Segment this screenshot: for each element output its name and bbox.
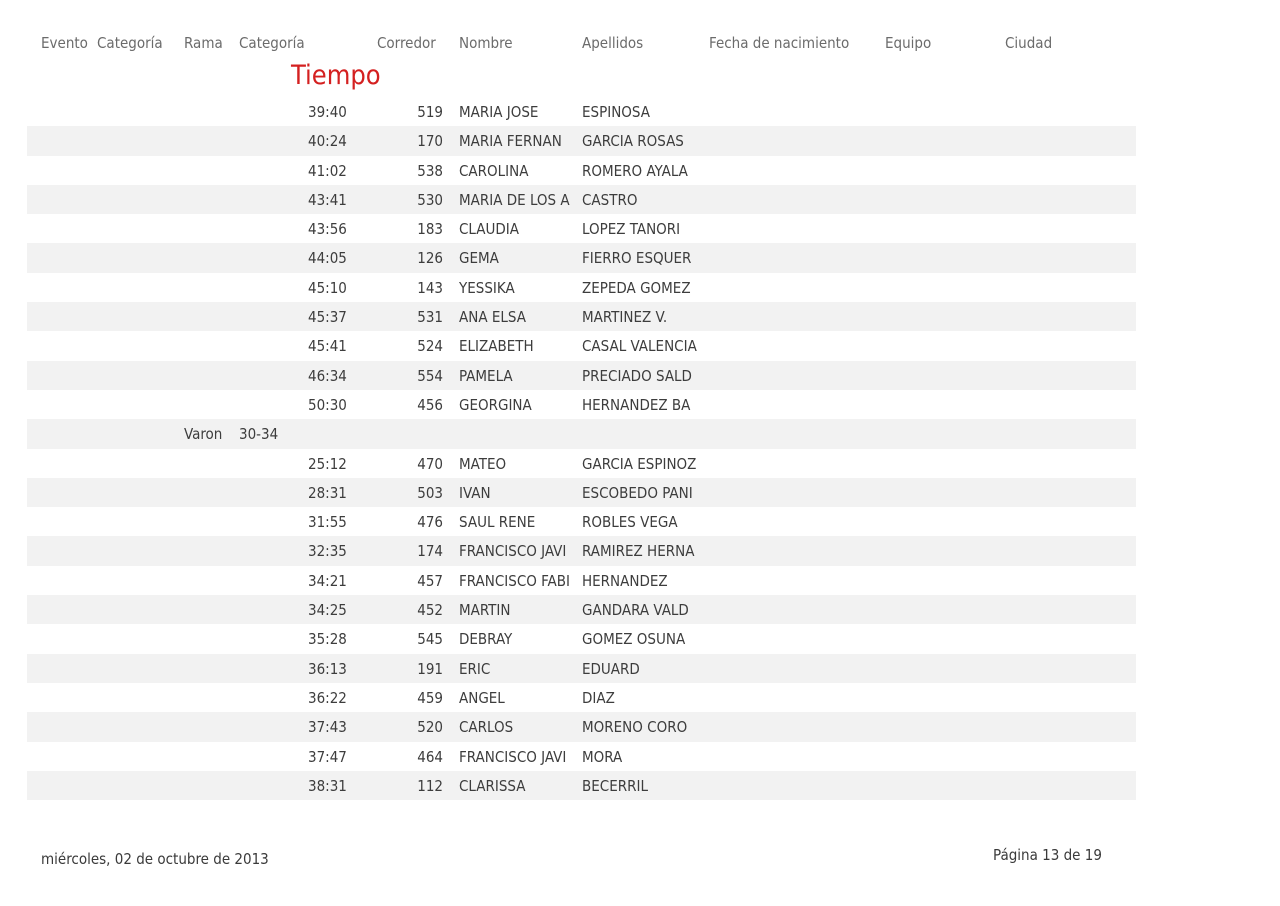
cell-corredor: 191 xyxy=(417,659,443,678)
table-row xyxy=(27,566,1136,595)
cell-corredor: 524 xyxy=(417,337,443,356)
group-row xyxy=(27,419,1136,448)
cell-tiempo: 50:30 xyxy=(308,395,347,414)
cell-corredor: 520 xyxy=(417,718,443,737)
cell-nombre: GEORGINA xyxy=(459,395,532,414)
cell-apellidos: CASTRO xyxy=(582,190,638,209)
cell-corredor: 126 xyxy=(417,249,443,268)
cell-nombre: ERIC xyxy=(459,659,491,678)
group-categoria: 30-34 xyxy=(239,425,279,444)
table-row xyxy=(27,683,1136,712)
header-evento: Evento xyxy=(41,34,88,52)
table-row xyxy=(27,742,1136,771)
cell-nombre: ANA ELSA xyxy=(459,308,526,327)
table-row xyxy=(27,507,1136,536)
cell-apellidos: ROMERO AYALA xyxy=(582,161,688,180)
table-row xyxy=(27,361,1136,390)
cell-nombre: CARLOS xyxy=(459,718,514,737)
cell-corredor: 464 xyxy=(417,747,443,766)
header-corredor: Corredor xyxy=(377,34,436,52)
cell-tiempo: 45:37 xyxy=(308,308,347,327)
cell-apellidos: GARCIA ROSAS xyxy=(582,132,684,151)
table-row xyxy=(27,654,1136,683)
cell-nombre: MARIA DE LOS A xyxy=(459,190,570,209)
cell-nombre: CLAUDIA xyxy=(459,220,519,239)
cell-nombre: CLARISSA xyxy=(459,776,526,795)
table-row xyxy=(27,185,1136,214)
header-categoria: Categoría xyxy=(97,34,163,52)
cell-tiempo: 31:55 xyxy=(308,513,347,532)
cell-corredor: 538 xyxy=(417,161,443,180)
cell-tiempo: 43:41 xyxy=(308,190,347,209)
table-row xyxy=(27,390,1136,419)
cell-apellidos: EDUARD xyxy=(582,659,640,678)
cell-apellidos: MARTINEZ V. xyxy=(582,308,668,327)
cell-nombre: DEBRAY xyxy=(459,630,513,649)
cell-tiempo: 28:31 xyxy=(308,483,347,502)
header-equipo: Equipo xyxy=(885,34,932,52)
header-apellidos: Apellidos xyxy=(582,34,644,52)
header-categoria-2: Categoría xyxy=(239,34,305,52)
cell-corredor: 170 xyxy=(417,132,443,151)
cell-nombre: MARIA FERNAN xyxy=(459,132,562,151)
tiempo-heading: Tiempo xyxy=(291,60,381,91)
cell-nombre: MATEO xyxy=(459,454,507,473)
cell-corredor: 531 xyxy=(417,308,443,327)
group-rama: Varon xyxy=(184,425,223,444)
cell-corredor: 530 xyxy=(417,190,443,209)
cell-nombre: SAUL RENE xyxy=(459,513,536,532)
cell-tiempo: 45:41 xyxy=(308,337,347,356)
results-table xyxy=(27,97,1136,800)
table-row xyxy=(27,712,1136,741)
table-row xyxy=(27,449,1136,478)
cell-nombre: ANGEL xyxy=(459,688,505,707)
cell-nombre: IVAN xyxy=(459,483,491,502)
cell-corredor: 452 xyxy=(417,601,443,620)
table-row xyxy=(27,331,1136,360)
cell-tiempo: 45:10 xyxy=(308,278,347,297)
cell-corredor: 545 xyxy=(417,630,443,649)
cell-apellidos: FIERRO ESQUER xyxy=(582,249,692,268)
table-row xyxy=(27,214,1136,243)
cell-tiempo: 37:43 xyxy=(308,718,347,737)
cell-tiempo: 43:56 xyxy=(308,220,347,239)
cell-tiempo: 36:13 xyxy=(308,659,347,678)
cell-tiempo: 38:31 xyxy=(308,776,347,795)
cell-nombre: YESSIKA xyxy=(459,278,515,297)
cell-tiempo: 32:35 xyxy=(308,542,347,561)
cell-corredor: 503 xyxy=(417,483,443,502)
cell-tiempo: 40:24 xyxy=(308,132,347,151)
table-row xyxy=(27,595,1136,624)
footer-date: miércoles, 02 de octubre de 2013 xyxy=(41,850,269,868)
table-row xyxy=(27,478,1136,507)
cell-corredor: 174 xyxy=(417,542,443,561)
cell-tiempo: 25:12 xyxy=(308,454,347,473)
cell-apellidos: RAMIREZ HERNA xyxy=(582,542,695,561)
cell-apellidos: ZEPEDA GOMEZ xyxy=(582,278,691,297)
cell-tiempo: 37:47 xyxy=(308,747,347,766)
cell-apellidos: GOMEZ OSUNA xyxy=(582,630,686,649)
cell-corredor: 112 xyxy=(417,776,443,795)
cell-tiempo: 41:02 xyxy=(308,161,347,180)
cell-nombre: MARTIN xyxy=(459,601,511,620)
cell-apellidos: LOPEZ TANORI xyxy=(582,220,681,239)
cell-apellidos: DIAZ xyxy=(582,688,615,707)
cell-nombre: PAMELA xyxy=(459,366,513,385)
cell-apellidos: HERNANDEZ BA xyxy=(582,395,691,414)
cell-nombre: GEMA xyxy=(459,249,499,268)
cell-apellidos: MORA xyxy=(582,747,623,766)
cell-corredor: 459 xyxy=(417,688,443,707)
table-row xyxy=(27,771,1136,800)
cell-nombre: ELIZABETH xyxy=(459,337,534,356)
table-row xyxy=(27,536,1136,565)
cell-corredor: 143 xyxy=(417,278,443,297)
cell-nombre: MARIA JOSE xyxy=(459,103,539,121)
table-row xyxy=(27,243,1136,272)
cell-corredor: 554 xyxy=(417,366,443,385)
table-row xyxy=(27,156,1136,185)
cell-corredor: 519 xyxy=(417,103,443,121)
table-row xyxy=(27,273,1136,302)
header-nombre: Nombre xyxy=(459,34,513,52)
table-row xyxy=(27,97,1136,126)
cell-apellidos: BECERRIL xyxy=(582,776,648,795)
cell-tiempo: 39:40 xyxy=(308,103,347,121)
cell-tiempo: 46:34 xyxy=(308,366,347,385)
table-row xyxy=(27,624,1136,653)
cell-corredor: 183 xyxy=(417,220,443,239)
cell-tiempo: 35:28 xyxy=(308,630,347,649)
header-rama: Rama xyxy=(184,34,223,52)
cell-corredor: 470 xyxy=(417,454,443,473)
cell-tiempo: 44:05 xyxy=(308,249,347,268)
header-fecha-nacimiento: Fecha de nacimiento xyxy=(709,34,850,52)
cell-apellidos: CASAL VALENCIA xyxy=(582,337,697,356)
cell-apellidos: PRECIADO SALD xyxy=(582,366,692,385)
cell-apellidos: MORENO CORO xyxy=(582,718,688,737)
cell-nombre: CAROLINA xyxy=(459,161,529,180)
table-row xyxy=(27,302,1136,331)
cell-apellidos: HERNANDEZ xyxy=(582,571,668,590)
cell-tiempo: 34:21 xyxy=(308,571,347,590)
cell-apellidos: ESCOBEDO PANI xyxy=(582,483,693,502)
page-number: Página 13 de 19 xyxy=(993,846,1102,864)
cell-nombre: FRANCISCO JAVI xyxy=(459,542,567,561)
cell-apellidos: GANDARA VALD xyxy=(582,601,689,620)
cell-tiempo: 34:25 xyxy=(308,601,347,620)
cell-nombre: FRANCISCO JAVI xyxy=(459,747,567,766)
table-row xyxy=(27,126,1136,155)
header-ciudad: Ciudad xyxy=(1005,34,1053,52)
cell-corredor: 457 xyxy=(417,571,443,590)
cell-apellidos: ROBLES VEGA xyxy=(582,513,678,532)
cell-corredor: 456 xyxy=(417,395,443,414)
cell-apellidos: ESPINOSA xyxy=(582,103,650,121)
cell-corredor: 476 xyxy=(417,513,443,532)
cell-apellidos: GARCIA ESPINOZ xyxy=(582,454,697,473)
cell-nombre: FRANCISCO FABI xyxy=(459,571,571,590)
cell-tiempo: 36:22 xyxy=(308,688,347,707)
